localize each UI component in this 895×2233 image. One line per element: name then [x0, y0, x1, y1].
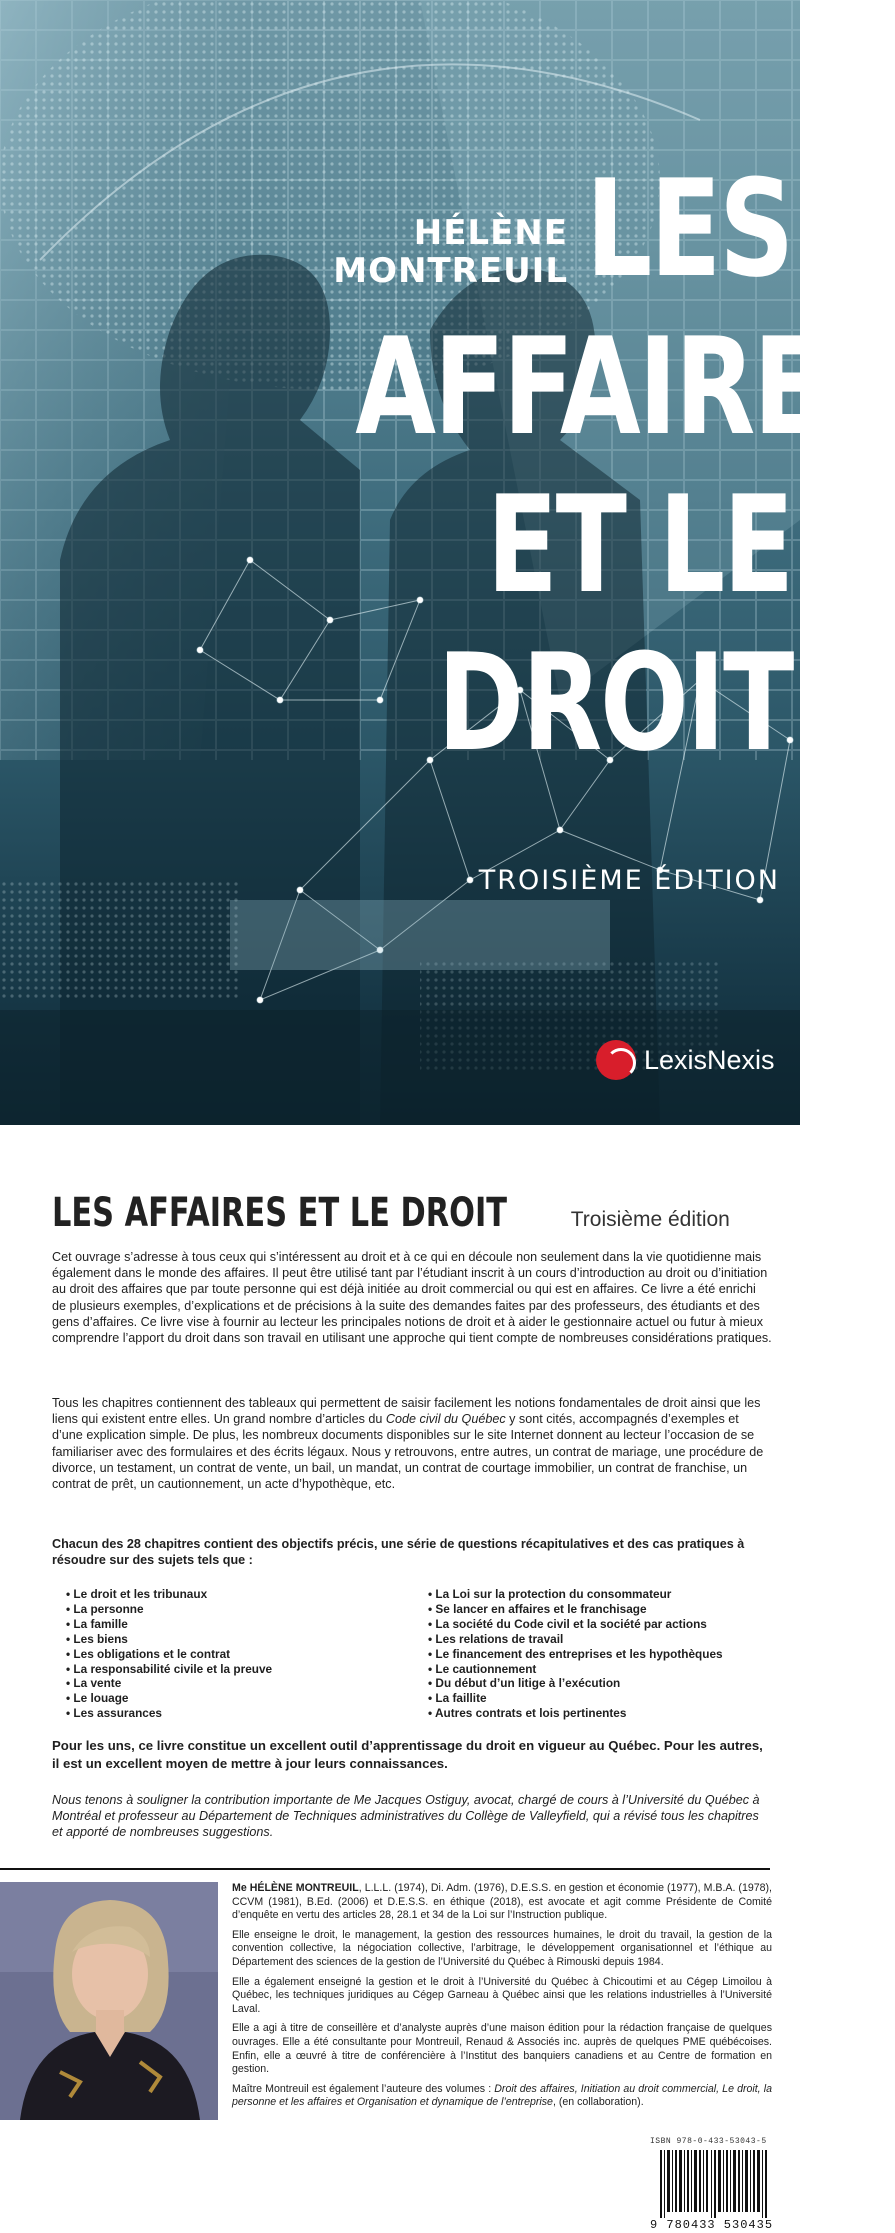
list-item: • La responsabilité civile et la preuve — [66, 1662, 272, 1677]
topics-list-right — [428, 1587, 723, 1721]
bio-paragraph: Elle enseigne le droit, le management, la gestion des ressources humaines, le droit du travail, la gestion de la convention collective, la négociation collective, l’arbitrage, le développement organisationnel et l’éthique au Département des sciences de la gestion de l’Université du Québec à Rimouski depuis 1984. — [232, 1928, 772, 1968]
back-cover — [0, 1125, 800, 2233]
list-item: • Le financement des entreprises et les hypothèques — [428, 1647, 723, 1662]
bio-author-name: Me HÉLÈNE MONTREUIL — [232, 1882, 359, 1894]
lexisnexis-logo-icon — [596, 1040, 636, 1080]
divider — [0, 1868, 770, 1870]
bio-paragraph: Maître Montreuil est également l’auteure des volumes : Droit des affaires, Initiation au droit commercial, Le droit, la personne et les affaires et Organisation et dynamique de l’entreprise, (en collaboration). — [232, 2082, 772, 2109]
list-item: • Le louage — [66, 1691, 272, 1706]
list-item: • Se lancer en affaires et le franchisage — [428, 1602, 723, 1617]
author-last-name: MONTREUIL — [333, 251, 568, 291]
barcode-number: 9 780433 530435 — [650, 2218, 774, 2232]
list-item: • La Loi sur la protection du consommateur — [428, 1587, 723, 1602]
list-item: • Les biens — [66, 1632, 272, 1647]
list-item: • Les obligations et le contrat — [66, 1647, 272, 1662]
back-title: LES AFFAIRES ET LE DROIT — [52, 1190, 508, 1236]
cover-edition: TROISIÈME ÉDITION — [478, 865, 780, 896]
list-item: • La personne — [66, 1602, 272, 1617]
list-item: • Autres contrats et lois pertinentes — [428, 1706, 723, 1721]
isbn-label: ISBN 978-0-433-53043-5 — [650, 2137, 767, 2146]
cover-title-line: AFFAIRES — [355, 309, 895, 465]
barcode — [660, 2150, 770, 2220]
list-item: • Du début d’un litige à l’exécution — [428, 1676, 723, 1691]
summary-paragraph: Pour les uns, ce livre constitue un excellent outil d’apprentissage du droit en vigueur au Québec. Pour les autres, il est un excellent moyen de mettre à jour leurs connaissances. — [52, 1738, 763, 1771]
back-title-row — [52, 1190, 730, 1236]
back-edition: Troisième édition — [570, 1208, 730, 1231]
cover-title — [232, 150, 895, 782]
list-item: • La famille — [66, 1617, 272, 1632]
list-item: • Le droit et les tribunaux — [66, 1587, 272, 1602]
description-paragraph: Cet ouvrage s’adresse à tous ceux qui s’intéressent au droit et à ce qui en découle non seulement dans la vie quotidienne mais également dans le monde des affaires. Il peut être utilisé tant par l’étudiant inscrit à un cours d’introduction au droit ou d’initiation au droit des affaires que par toute personne qui est déjà initiée au droit commercial ou qui est en affaires. Ce livre a été enrichi de plusieurs exemples, d’explications et de précisions à la suite des demandes faites par des professeurs, des étudiants et des gens d’affaires. Ce livre vise à fournir au lecteur les principales notions de droit et à aider le gestionnaire actuel ou futur à mieux comprendre l’apport du droit dans son travail en utilisant une approche qui tient compte de nombreuses considérations pratiques. — [52, 1250, 772, 1346]
cover-title-line: DROIT — [437, 625, 792, 781]
list-item: • Le cautionnement — [428, 1662, 723, 1677]
topics-list-left — [66, 1587, 272, 1721]
bio-paragraph: Me HÉLÈNE MONTREUIL, L.L.L. (1974), Di. Adm. (1976), D.E.S.S. en gestion et économie (1977), M.B.A. (1978), CCVM (1981), B.Ed. (2006) et D.E.S.S. en éthique (2018), est avocate et agit comme Présidente de Comité d’enquête en vertu des articles 28, 28.1 et 34 de la Loi sur l’Instruction publique. — [232, 1882, 772, 1922]
list-item: • La vente — [66, 1676, 272, 1691]
publisher-name: LexisNexis — [644, 1044, 775, 1075]
list-item: • Les assurances — [66, 1706, 272, 1721]
author-biography — [232, 1882, 772, 2116]
bio-paragraph: Elle a également enseigné la gestion et le droit à l’Université du Québec à Chicoutimi et au Cégep Limoilou à Québec, les techniques juridiques au Cégep Garneau à Québec ainsi que les relations industrielles à l’Université Laval. — [232, 1975, 772, 2015]
list-item: • Les relations de travail — [428, 1632, 723, 1647]
author-photo — [0, 1882, 218, 2120]
publisher-logo — [596, 1040, 775, 1080]
acknowledgement-paragraph: Nous tenons à souligner la contribution importante de Me Jacques Ostiguy, avocat, chargé de cours à l’Université du Québec à Montréal et professeur au Département de Techniques administratives du Collège de Valleyfield, qui a révisé tous les chapitres et apporté de nombreuses suggestions. — [52, 1793, 760, 1840]
cover-title-line: ET LE — [486, 467, 792, 623]
bio-paragraph: Elle a agi à titre de conseillère et d’analyste auprès d’une maison édition pour la rédaction française de quelques ouvrages. Elle a été consultante pour Montreuil, Renaud & Associés inc. auprès de quelques PME québécoises. Enfin, elle a œuvré à titre de conférencière à l’Institut des banquiers canadiens et au Centre de formation en gestion. — [232, 2022, 772, 2076]
list-item: • La faillite — [428, 1691, 723, 1706]
cover-title-line: LES — [585, 151, 792, 307]
author-first-name: HÉLÈNE — [413, 213, 568, 253]
chapters-paragraph: Tous les chapitres contiennent des tableaux qui permettent de saisir facilement les notions fondamentales de droit ainsi que les liens qui existent entre elles. Un grand nombre d’articles du Code civil du Québec y sont cités, accompagnés d’exemples et d’une explication simple. De plus, les nombreux documents disponibles sur le site Internet donnent au lecteur l’occasion de se familiariser avec des formulaires et des écrits légaux. Nous y retrouvons, entre autres, un contrat de mariage, une procédure de divorce, un testament, un contrat de vente, un bail, un mandat, un contrat de courtage immobilier, un contrat de franchise, un contrat de prêt, un cautionnement, un acte d’hypothèque, etc. — [52, 1396, 764, 1492]
chapters-intro: Chacun des 28 chapitres contient des objectifs précis, une série de questions récapitulatives et des cas pratiques à résoudre sur des sujets tels que : — [52, 1537, 745, 1568]
list-item: • La société du Code civil et la société par actions — [428, 1617, 723, 1632]
